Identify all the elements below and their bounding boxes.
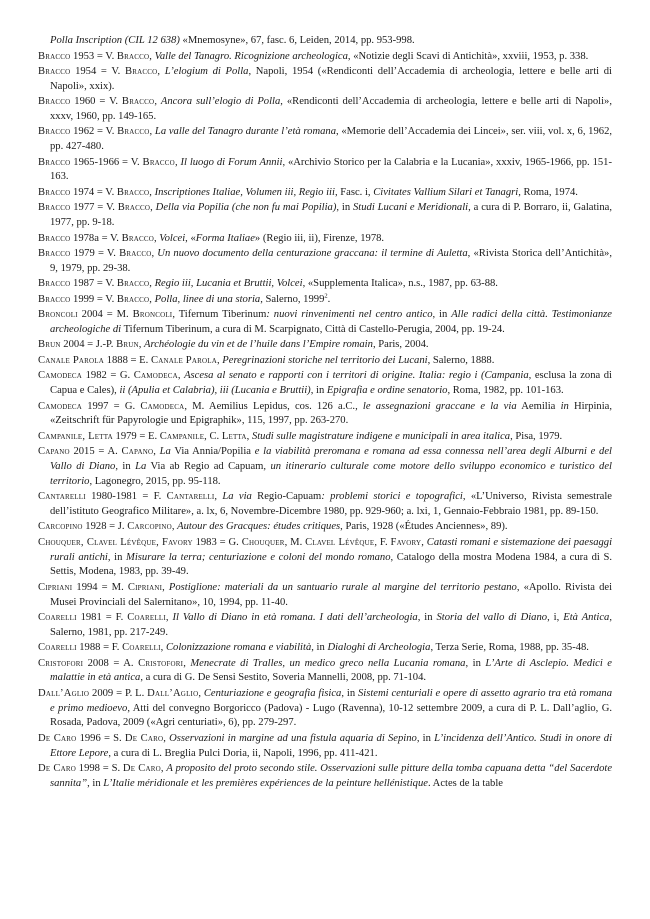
bibliography-entry <box>38 657 612 686</box>
author-name: Bracco <box>38 50 71 62</box>
citation-text: , <box>174 156 181 168</box>
author-name: Broncoli <box>132 309 173 321</box>
citation-text: , Terza Serie, Roma, 1988, pp. 35-48. <box>430 642 589 654</box>
author-name: Bracco <box>117 126 150 138</box>
author-name: Campanile, Letta <box>38 430 113 442</box>
title-text: Il Vallo di Diano in età romana. I dati dell’archeologia <box>172 612 418 624</box>
title-text: ii (Apulia et Calabria), iii (Lucania e Bruttii) <box>119 385 311 397</box>
author-name: Chouquer, Clavel Lévêque, Favory <box>38 536 193 548</box>
citation-text: 1988 = F. <box>76 642 123 654</box>
citation-text: 1994 = M. <box>72 581 128 593</box>
citation-text: Tifernum Tiberinum, a cura di M. Scarpignato, Città di Castello-Perugia, 2004, pp. 19-24. <box>121 323 505 335</box>
title-text: La valle del Tanagro durante l’età romana <box>154 126 336 138</box>
bibliography-entry <box>38 354 612 369</box>
author-name: Cantarelli <box>166 491 215 503</box>
bibliography-entry <box>38 308 612 337</box>
title-text: Colonizzazione romana e viabilità <box>165 642 312 654</box>
author-name: Bracco <box>38 186 71 198</box>
title-text: Alle radici della città. Testimonianze archeologiche di <box>50 309 612 335</box>
title-text: Sistemi centuriali e opere di assetto agrario tra età romana e primo medioevo <box>50 687 612 714</box>
author-name: Cristofori <box>38 657 84 669</box>
citation-text: , Roma, 1982, pp. 101-163. <box>447 385 564 397</box>
citation-text: , «Notizie degli Scavi di Antichità», xxviii, 1953, p. 338. <box>347 50 589 62</box>
citation-text: » (Regio iii, ii), Firenze, 1978. <box>254 232 385 244</box>
citation-text: , i, <box>547 612 564 624</box>
author-name: Brun <box>116 339 139 351</box>
citation-text: , <box>162 581 169 593</box>
citation-text: 1999 = V. <box>70 293 117 305</box>
citation-text: , <box>149 50 155 62</box>
citation-text: , <box>149 293 155 305</box>
citation-text: , Salerno, 1999 <box>260 293 325 305</box>
citation-text: , <box>157 66 165 77</box>
author-name: Camodeca <box>133 370 178 382</box>
citation-text: , Atti del convegno Borgoricco (Padova) - Lugo (Ravenna), 10-12 settembre 2009, a cura di P. L. Dall’aglio, G. Rosada, Padova, 2009 («Agri centuriati», 6), pp. 279-297. <box>50 702 612 729</box>
citation-text: , <box>171 521 178 533</box>
citation-text: Aemilia <box>516 400 561 412</box>
citation-text: , «L’Universo, Rivista semestrale dell’istituto Geografico Militare», a. lx, 6, Novembre-Dicembre 1980, pp. 929-960; a. lxi, 1, Gennaio-Febbraio 1981, pp. 89-150. <box>50 491 612 517</box>
author-name: Coarelli <box>122 642 161 654</box>
author-name: Cipriani <box>127 581 163 593</box>
author-name: Bracco <box>38 248 71 260</box>
author-name: Coarelli <box>127 612 166 624</box>
title-text: Civitates Vallium Silari et Tanagri <box>373 186 519 198</box>
bibliography-entry <box>38 247 612 276</box>
citation-text: 1979 = V. <box>70 248 120 260</box>
citation-text: , «Memorie dell’Accademia dei Lincei», ser. viii, vol. x, 6, 1962, pp. 427-480. <box>50 126 613 153</box>
author-name: Coarelli <box>38 612 77 624</box>
author-name: Cristofori <box>138 657 184 669</box>
bibliography-entry <box>38 201 612 230</box>
citation-text: , in <box>336 202 353 214</box>
citation-text: , <box>177 370 185 382</box>
author-name: De Caro <box>124 732 164 744</box>
bibliography-entry <box>38 293 612 308</box>
bibliography-entry <box>38 611 612 640</box>
author-name: De Caro <box>122 763 161 775</box>
citation-text: «Mnemosyne», 67, fasc. 6, Leiden, 2014, pp. 953-998. <box>179 35 415 46</box>
citation-text: , <box>149 186 155 198</box>
bibliography-entry <box>38 369 612 398</box>
bibliography-entry <box>38 536 612 580</box>
citation-text: , <box>198 687 204 699</box>
citation-text: , in <box>107 551 127 563</box>
citation-text: 1965-1966 = V. <box>70 156 143 168</box>
citation-text: , <box>150 202 156 214</box>
citation-text: , <box>154 96 161 108</box>
author-name: Bracco <box>116 278 150 290</box>
citation-text: , <box>214 491 223 503</box>
title-text: Misurare la terra; centuriazione e coloni del mondo romano <box>126 551 391 563</box>
bibliography-entry <box>38 186 612 201</box>
author-name: Bracco <box>38 293 71 305</box>
title-text: Valle del Tanagro. Ricognizione archeologica <box>154 50 348 62</box>
author-name: Carcopino <box>127 521 172 533</box>
title-text: in <box>560 400 569 412</box>
bibliography-entry <box>38 400 612 429</box>
citation-text: 1998 = S. <box>75 763 123 775</box>
title-text: Autour des Gracques: études critiques <box>177 521 341 533</box>
title-text: Menecrate di Tralles, un medico greco nella Lucania romana <box>190 657 466 669</box>
citation-text: , in <box>417 612 437 624</box>
author-name: Bracco <box>38 202 71 214</box>
citation-text: , F. <box>374 536 391 548</box>
citation-text: , Napoli, 1954 («Rendiconti dell’Accademia di archeologia, lettere e belle arti di Napoli», xxix). <box>50 66 613 92</box>
title-text: : nuovi rinvenimenti nel centro antico <box>266 309 433 321</box>
bibliography-entry <box>38 687 612 731</box>
bibliography-entry <box>38 125 612 154</box>
citation-text: 1960 = V. <box>70 96 122 108</box>
bibliography-entry <box>38 581 612 610</box>
citation-text: , <box>149 278 155 290</box>
citation-text: , Roma, 1974. <box>518 186 578 198</box>
citation-text: 1954 = V. <box>70 66 126 77</box>
title-text: Dialoghi di Archeologia <box>327 642 431 654</box>
title-text: Ancora sull’elogio di Polla <box>160 96 281 108</box>
author-name: Canale Parola <box>38 354 105 366</box>
author-name: Bracco <box>142 156 175 168</box>
citation-text: , <box>153 446 160 458</box>
citation-text: 1962 = V. <box>70 126 118 138</box>
citation-text: , <box>216 354 223 366</box>
citation-text: , <box>138 339 145 351</box>
citation-text: 1977 = V. <box>70 202 118 214</box>
citation-text: , <box>165 612 173 624</box>
citation-text: , C. <box>204 430 222 442</box>
citation-text: 1978a = V. <box>70 232 122 244</box>
bibliography-entry <box>38 732 612 761</box>
author-name: Bracco <box>38 156 71 168</box>
citation-text: , «Rendiconti dell’Accademia di archeologia, lettere e belle arti di Napoli», xxxv, 1960, pp. 149-165. <box>50 96 612 122</box>
citation-text: , <box>246 430 252 442</box>
citation-text: , <box>151 248 158 260</box>
title-text: Postiglione: materiali da un santuario rurale al margine del territorio pestano <box>168 581 517 593</box>
author-name: Bracco <box>119 248 152 260</box>
citation-text: , «Archivio Storico per la Calabria e la Lucania», xxxiv, 1965-1966, pp. 151-163. <box>50 156 612 183</box>
citation-text: , in <box>432 309 452 321</box>
author-name: Canale Parola <box>150 354 217 366</box>
title-text: e la viabilità preromana e romana ad essa connessa nell’area degli Alburni e del Vallo di Diano <box>50 446 612 473</box>
author-name: Clavel Lévêque <box>305 536 375 548</box>
bibliography-entry <box>38 65 612 94</box>
title-text: , le assegnazioni graccane e la via <box>355 400 517 412</box>
author-name: Bracco <box>116 50 150 62</box>
author-name: Camodeca <box>38 400 83 412</box>
citation-text: Regio-Capuam <box>251 491 322 503</box>
author-name: Bracco <box>121 232 154 244</box>
citation-text: , in <box>115 461 136 473</box>
title-text: Della via Popilia (che non fu mai Popilia) <box>155 202 337 214</box>
author-name: Bracco <box>117 202 151 214</box>
author-name: Camodeca <box>38 370 83 382</box>
citation-text: , «Supplementa Italica», n.s., 1987, pp. 63-88. <box>302 278 498 290</box>
title-text: L’incidenza dell’Antico. Studi in onore di Ettore Lepore <box>50 732 613 759</box>
title-text: La <box>159 446 171 458</box>
title-text: A proposito del proto secondo stile. Osservazioni sulle pitture della tomba capuana detta “del Sacerdote sannita” <box>50 763 613 789</box>
title-text: Un nuovo documento della centurazione graccana: il termine di Auletta <box>157 248 468 260</box>
citation-text: 1997 = G. <box>82 400 141 412</box>
author-name: Brun <box>38 339 61 351</box>
citation-text: , a cura di L. Breglia Pulci Doria, ii, Napoli, 1996, pp. 411-421. <box>108 747 378 759</box>
author-name: Capano <box>121 446 154 458</box>
author-name: Campanile <box>159 430 205 442</box>
title-text: Peregrinazioni storiche nel territorio dei Lucani <box>222 354 428 366</box>
citation-text: , <box>163 732 170 744</box>
title-text: : problemi storici e topografici <box>321 491 463 503</box>
title-text: Centuriazione e geografia fisica <box>203 687 342 699</box>
title-text: Polla Inscription (CIL 12 638) <box>50 35 180 46</box>
title-text: Forma Italiae <box>195 232 255 244</box>
title-text: , un itinerario culturale come motore dello sviluppo economico e turistico del territorio <box>50 461 612 487</box>
citation-text: , in <box>416 732 435 744</box>
citation-text: , <box>421 536 427 548</box>
title-text: Il luogo di Forum Annii <box>180 156 283 168</box>
title-text: Catasti romani e sistemazione dei paesaggi rurali antichi <box>50 536 613 563</box>
citation-text: . <box>327 293 331 305</box>
citation-text: , <box>160 642 166 654</box>
author-name: Cantarelli <box>38 491 86 503</box>
citation-text: 1928 = J. <box>82 521 128 533</box>
citation-text: 1996 = S. <box>76 732 125 744</box>
bibliography-entry <box>38 641 612 656</box>
bibliography-entry <box>38 490 612 519</box>
author-name: Bracco <box>38 96 71 108</box>
title-text: L’Italie méridionale et les premières expériences de la peinture hellénistique <box>103 777 428 789</box>
title-text: Polla, linee di una storia <box>154 293 261 305</box>
citation-text: , Lagonegro, 2015, pp. 95-118. <box>89 475 221 487</box>
citation-text: , Paris, 2004. <box>372 339 429 351</box>
citation-text: 1974 = V. <box>70 186 117 198</box>
citation-text: 2004 = J.-P. <box>60 339 117 351</box>
title-text: Volcei <box>159 232 186 244</box>
title-text: Studi Lucani e Meridionali <box>353 202 469 214</box>
author-name: Coarelli <box>38 642 77 654</box>
citation-text: 2004 = M. <box>77 309 133 321</box>
author-name: Camodeca <box>140 400 185 412</box>
title-text: Regio iii, Lucania et Bruttii, Volcei <box>154 278 303 290</box>
bibliography-entry <box>38 430 612 445</box>
author-name: Broncoli <box>38 309 78 321</box>
author-name: Bracco <box>121 96 155 108</box>
citation-text: , in <box>341 687 358 699</box>
citation-text: 1980-1981 = F. <box>85 491 167 503</box>
citation-text: , M. <box>284 536 306 548</box>
citation-text: . Actes de la table <box>427 777 503 789</box>
citation-text: , «Rivista Storica dell’Antichità», 9, 1979, pp. 29-38. <box>50 248 612 274</box>
author-name: Bracco <box>116 186 150 198</box>
title-text: Epigrafia e ordine senatorio <box>326 385 448 397</box>
title-text: Età Antica <box>563 612 610 624</box>
citation-text: , Salerno, 1888. <box>427 354 495 366</box>
author-name: Bracco <box>38 126 71 138</box>
citation-text: , M. Aemilius Lepidus, cos. 126 a.C. <box>184 400 356 412</box>
author-name: Cipriani <box>38 581 73 593</box>
title-text: Archéologie du vin et de l’huile dans l’Empire romain <box>144 339 373 351</box>
author-name: Favory <box>390 536 422 548</box>
bibliography-entry <box>38 156 612 185</box>
citation-text: , a cura di P. Borraro, ii, Galatina, 1977, pp. 9-18. <box>50 202 613 229</box>
citation-text: Via ab Regio ad Capuam <box>146 461 264 473</box>
title-text: L’elogium di Polla <box>164 66 249 77</box>
citation-text: , in <box>310 385 327 397</box>
author-name: Bracco <box>116 293 150 305</box>
author-name: Bracco <box>38 232 71 244</box>
citation-text: 1953 = V. <box>70 50 117 62</box>
citation-text: , in <box>465 657 486 669</box>
edition-superscript: 2 <box>324 292 328 300</box>
bibliography-entry <box>38 445 612 489</box>
citation-text: , Catalogo della mostra Modena 1984, a cura di S. Settis, Modena, 1983, pp. 39-49. <box>50 551 613 578</box>
bibliography-entry <box>38 95 612 124</box>
citation-text: 2008 = A. <box>83 657 139 669</box>
author-name: Letta <box>221 430 247 442</box>
bibliography-entry <box>38 232 612 247</box>
bibliography-entry <box>38 762 612 791</box>
citation-text: , <box>153 232 160 244</box>
author-name: Chouquer <box>241 536 285 548</box>
title-text: Storia del vallo di Diano <box>436 612 548 624</box>
title-text: La <box>135 461 147 473</box>
title-text: Inscriptiones Italiae, Volumen iii, Regio iii <box>154 186 335 198</box>
citation-text: , Tifernum Tiberinum <box>172 309 267 321</box>
bibliography-entry <box>38 50 612 65</box>
citation-text: , <box>183 657 191 669</box>
author-name: Bracco <box>125 66 158 77</box>
title-text: Studi sulle magistrature indigene e municipali in area italica <box>251 430 511 442</box>
citation-text: Via Annia/Popilia <box>170 446 255 458</box>
citation-text: 1983 = G. <box>192 536 242 548</box>
citation-text: , <box>160 763 167 775</box>
author-name: Carcopino <box>38 521 83 533</box>
author-name: Capano <box>38 446 70 458</box>
citation-text: 1981 = F. <box>76 612 128 624</box>
citation-text: 1888 = E. <box>104 354 151 366</box>
citation-text: 1979 = E. <box>112 430 160 442</box>
title-text: Ascesa al senato e rapporti con i territori di origine. Italia: regio i (Campania, <box>184 370 532 382</box>
title-text: Osservazioni in margine ad una fistula aquaria di Sepino <box>169 732 417 744</box>
author-name: Bracco <box>38 278 71 290</box>
bibliography-entry <box>38 338 612 353</box>
author-name: Bracco <box>38 66 71 77</box>
citation-text: , Pisa, 1979. <box>510 430 563 442</box>
bibliography-entry <box>38 277 612 292</box>
citation-text: , in <box>87 777 104 789</box>
citation-text: , <box>149 126 155 138</box>
citation-text: 2015 = A. <box>69 446 122 458</box>
citation-text: , a cura di G. De Sensi Sestito, Soveria Mannelli, 2008, pp. 71-104. <box>140 672 427 684</box>
bibliography-entry <box>38 520 612 535</box>
author-name: Dall’Aglio <box>38 687 90 699</box>
author-name: De Caro <box>38 763 76 775</box>
author-name: Dall’Aglio <box>147 687 199 699</box>
bibliography-entry-continuation <box>38 34 612 49</box>
citation-text: , « <box>185 232 196 244</box>
citation-text: , Salerno, 1981, pp. 217-249. <box>50 612 613 638</box>
citation-text: 1987 = V. <box>70 278 117 290</box>
title-text: L’Arte di Asclepio. Medici e malattie in età antica <box>50 657 612 684</box>
citation-text: , in <box>311 642 328 654</box>
citation-text: , «Apollo. Rivista dei Musei Provinciali del Salernitano», 10, 1994, pp. 11-40. <box>50 581 613 608</box>
citation-text: 1982 = G. <box>82 370 134 382</box>
author-name: De Caro <box>38 732 77 744</box>
title-text: La via <box>222 491 252 503</box>
citation-text: 2009 = P. L. <box>89 687 148 699</box>
citation-text: Hirpinia, «Zeitschrift für Papyrologie und Epigraphik», 115, 1997, pp. 263-270. <box>50 400 612 427</box>
citation-text: , Fasc. i, <box>334 186 374 198</box>
citation-text: , Paris, 1928 («Études Anciennes», 89). <box>340 521 508 533</box>
citation-text: esclusa la zona di Capua e Cales), <box>50 370 613 397</box>
